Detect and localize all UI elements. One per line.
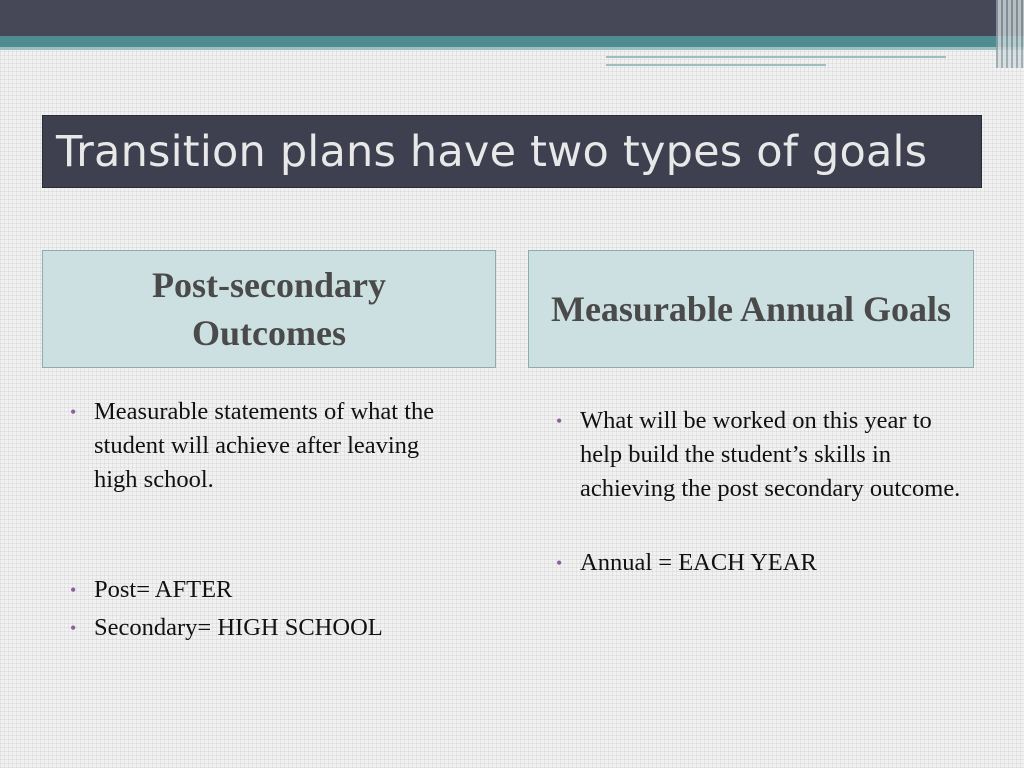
list-item	[42, 573, 496, 607]
post-secondary-header: Post-secondary Outcomes	[152, 265, 386, 353]
bullet-text: Annual = EACH YEAR	[580, 549, 817, 576]
post-secondary-bullet-list	[42, 395, 496, 645]
bullet-text: Post= AFTER	[94, 576, 233, 603]
slide-title: Transition plans have two types of goals	[56, 126, 928, 177]
list-item	[42, 611, 496, 645]
annual-goals-header-box	[528, 250, 974, 368]
top-banner	[0, 0, 1024, 36]
annual-goals-header: Measurable Annual Goals	[550, 289, 952, 329]
bullet-text: What will be worked on this year to help build the student’s skills in achieving the post secondary outcome.	[580, 407, 961, 502]
bullet-icon: •	[70, 618, 77, 638]
annual-goals-bullet-list	[528, 404, 974, 580]
teal-accent-band-light	[0, 47, 1024, 50]
list-item	[528, 404, 974, 506]
accent-line	[606, 56, 946, 58]
list-item	[528, 546, 974, 580]
list-item	[42, 395, 496, 497]
title-box	[42, 115, 982, 188]
bullet-icon: •	[556, 411, 563, 431]
corner-stripes	[996, 0, 1024, 68]
post-secondary-column	[42, 250, 496, 645]
bullet-icon: •	[70, 402, 77, 422]
teal-accent-band	[0, 36, 1024, 47]
annual-goals-column	[528, 250, 974, 580]
bullet-icon: •	[70, 580, 77, 600]
accent-line	[606, 64, 826, 66]
post-secondary-header-box	[42, 250, 496, 368]
bullet-text: Secondary= HIGH SCHOOL	[94, 614, 383, 641]
bullet-icon: •	[556, 553, 563, 573]
bullet-text: Measurable statements of what the student will achieve after leaving high school.	[94, 398, 435, 493]
